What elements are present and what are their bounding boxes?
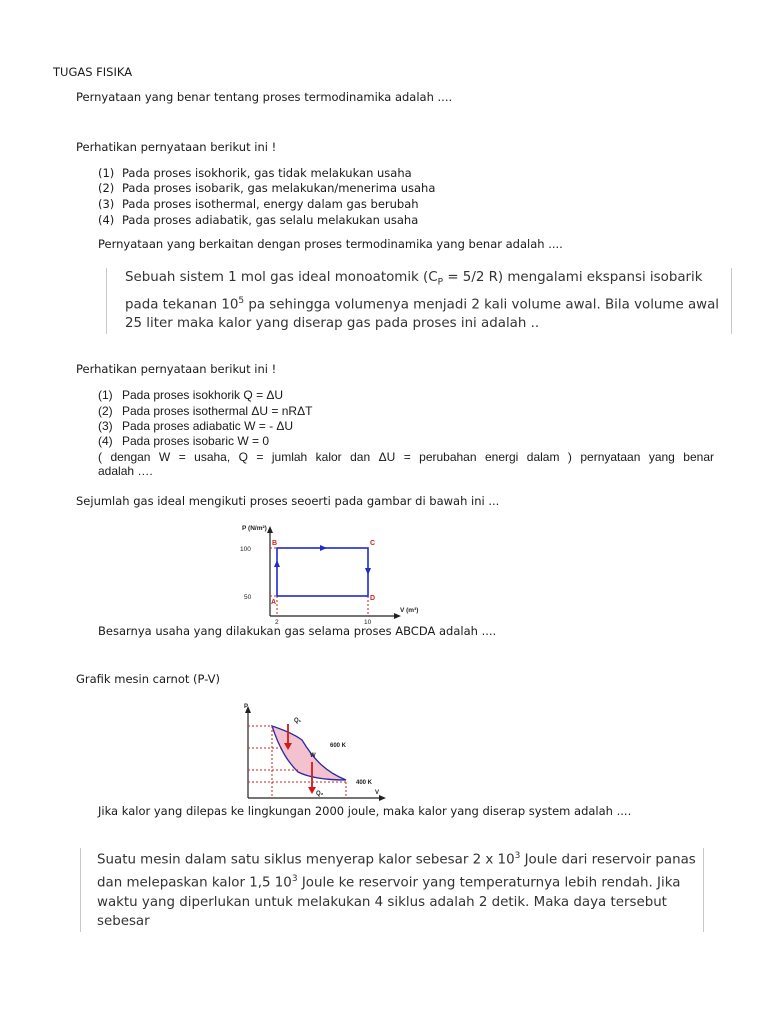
question-6: Jika kalor yang dilepas ke lingkungan 2000 joule, maka kalor yang diserap system adalah .... xyxy=(98,804,632,818)
tick-label: 2 xyxy=(275,619,279,625)
arrow-up-icon xyxy=(274,560,280,567)
point-label: C xyxy=(370,540,376,547)
question-2: Pernyataan yang berkaitan dengan proses termodinamika yang benar adalah .... xyxy=(98,237,563,251)
y-axis-label: P (N/m²) xyxy=(242,525,267,532)
list-item: (1) Pada proses isokhorik, gas tidak melakukan usaha xyxy=(98,166,412,180)
work-label: W xyxy=(310,753,316,759)
x-axis-label: V xyxy=(375,790,380,796)
list-item: (4) Pada proses adiabatik, gas selalu melakukan usaha xyxy=(98,213,419,227)
scanned-line: Sebuah sistem 1 mol gas ideal monoatomik ($C_P = 5/2$ R) mengalami ekspansi isobarik xyxy=(125,270,703,288)
scanned-line: pada tekanan $10^5$ pa sehingga volumenya menjadi 2 kali volume awal. Bila volume awal xyxy=(125,296,720,313)
temperature-low-label: 400 K xyxy=(356,780,373,786)
arrow-down-icon xyxy=(308,787,316,794)
list-item: (3) Pada proses isothermal, energy dalam gas berubah xyxy=(98,197,419,211)
list-item: (4) Pada proses isobaric W = 0 xyxy=(98,434,270,448)
tick-label: 10 xyxy=(364,619,372,625)
page-title: TUGAS FISIKA xyxy=(53,65,133,79)
temperature-high-label: 600 K xyxy=(330,743,347,749)
question-2-intro: Perhatikan pernyataan berikut ini ! xyxy=(76,140,277,154)
list-item: (1) Pada proses isokhorik Q = ΔU xyxy=(98,388,284,402)
tick-label: 50 xyxy=(244,594,252,601)
list-item: (3) Pada proses adiabatic W = - ΔU xyxy=(98,419,294,433)
point-label: D xyxy=(370,595,376,602)
scanned-question-3 xyxy=(106,268,732,334)
scanned-line: waktu yang diperlukan untuk melakukan 4 siklus adalah 2 detik. Maka daya tersebut xyxy=(97,895,667,910)
list-item: (2) Pada proses isothermal ΔU = nRΔT xyxy=(98,404,313,418)
scanned-line: Suatu mesin dalam satu siklus menyerap kalor sebesar 2 x $10^3$ Joule dari reservoir panas xyxy=(97,851,696,868)
question-5: Besarnya usaha yang dilakukan gas selama proses ABCDA adalah .... xyxy=(98,624,497,638)
point-label: B xyxy=(272,540,278,547)
pv-cycle-diagram xyxy=(232,520,432,625)
list-item: (2) Pada proses isobarik, gas melakukan/menerima usaha xyxy=(98,181,436,195)
question-4-note: ( dengan W = usaha, Q = jumlah kalor dan ΔU = perubahan energi dalam ) pernyataan yang benar xyxy=(98,450,714,464)
x-axis-label: V (m³) xyxy=(400,607,419,614)
scanned-line: 25 liter maka kalor yang diserap gas pada proses ini adalah .. xyxy=(125,316,540,331)
cycle-area xyxy=(272,726,346,780)
y-axis-label: P xyxy=(244,704,249,710)
question-4-intro: Perhatikan pernyataan berikut ini ! xyxy=(76,362,277,376)
scanned-line: sebesar xyxy=(97,914,150,929)
scanned-question-7 xyxy=(80,848,704,932)
scanned-line: dan melepaskan kalor 1,5 $10^3$ Joule ke reservoir yang temperaturnya lebih rendah. Jika xyxy=(97,874,681,891)
question-1: Pernyataan yang benar tentang proses termodinamika adalah .... xyxy=(76,90,453,104)
question-6-intro: Grafik mesin carnot (P-V) xyxy=(76,672,221,686)
heat-in-label: Q₁ xyxy=(294,718,302,724)
x-axis-arrow-icon xyxy=(379,795,386,801)
carnot-pv-diagram xyxy=(236,700,386,802)
arrow-down-icon xyxy=(365,568,371,575)
tick-label: 100 xyxy=(240,546,251,553)
heat-out-label: Q₂ xyxy=(316,791,324,797)
question-4-note-end: adalah …. xyxy=(98,464,153,478)
question-5-intro: Sejumlah gas ideal mengikuti proses seoerti pada gambar di bawah ini ... xyxy=(76,494,500,508)
y-axis-arrow-icon xyxy=(267,526,273,533)
arrow-right-icon xyxy=(320,545,327,551)
point-label: A xyxy=(271,599,277,606)
cycle-path xyxy=(277,548,368,596)
